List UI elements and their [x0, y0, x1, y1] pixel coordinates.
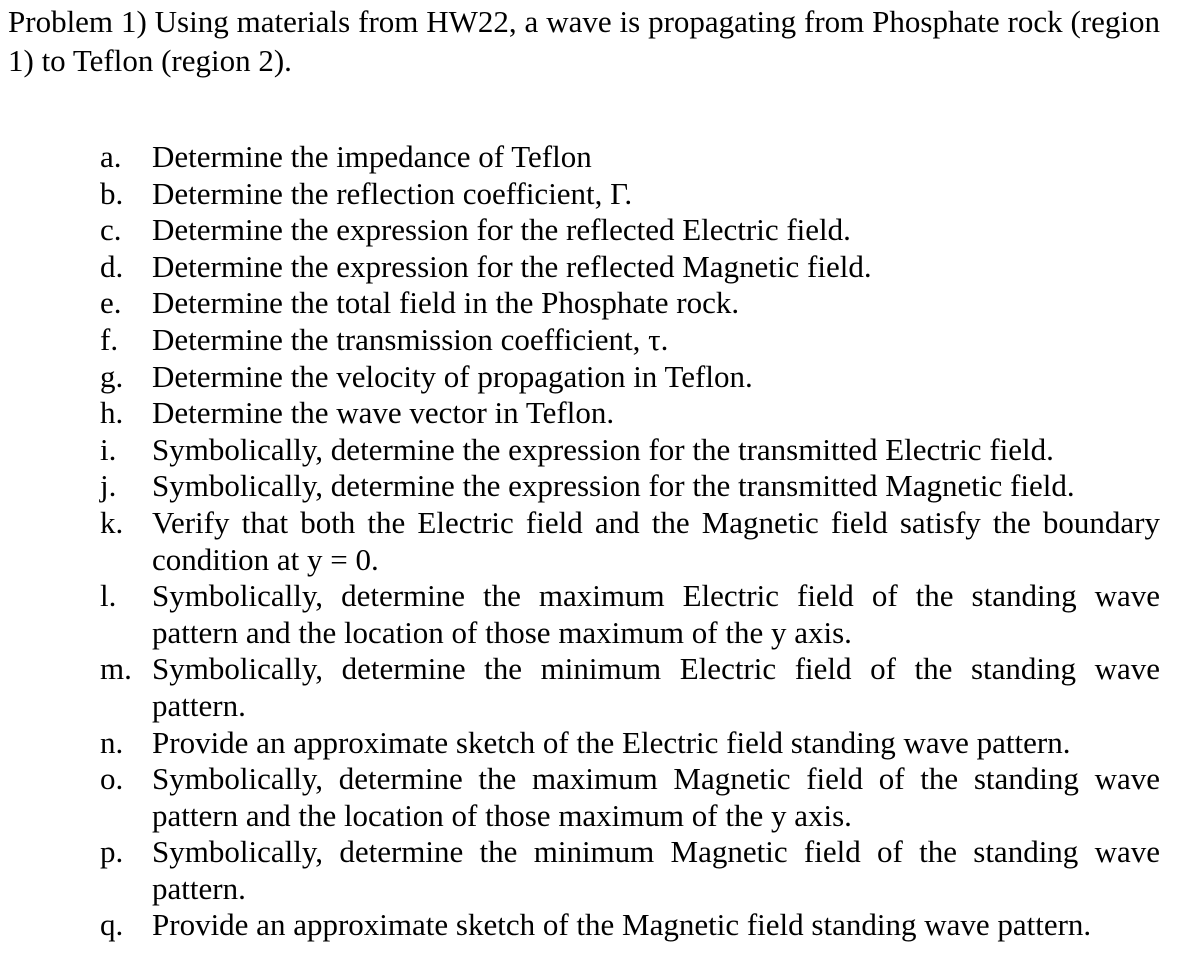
task-text: Verify that both the Electric field and the Magnetic field satisfy the boundary condition at y = 0. [152, 504, 1160, 577]
task-text: Determine the impedance of Teflon [152, 139, 592, 174]
task-marker: k. [100, 504, 124, 540]
task-marker: l. [100, 578, 117, 614]
task-marker: c. [100, 212, 122, 248]
task-list [100, 139, 1160, 944]
task-text: Provide an approximate sketch of the Magnetic field standing wave pattern. [152, 907, 1092, 943]
task-text: Determine the wave vector in Teflon. [152, 395, 615, 431]
task-item-e [100, 285, 1160, 322]
task-marker: n. [100, 724, 124, 760]
task-marker: o. [100, 761, 124, 797]
task-text: Determine the reflection coefficient, Γ. [152, 175, 633, 211]
task-item-o [100, 761, 1160, 834]
task-text: Determine the expression for the reflected Magnetic field. [152, 248, 872, 284]
task-text: Symbolically, determine the expression for the transmitted Magnetic field. [152, 468, 1075, 504]
task-text: Symbolically, determine the maximum Electric field of the standing wave pattern and the location of those maximum of the y axis. [152, 578, 1160, 650]
task-text: Symbolically, determine the maximum Magnetic field of the standing wave pattern and the location of those maximum of the y axis. [152, 761, 1160, 833]
task-marker: i. [100, 431, 117, 467]
task-item-j [100, 468, 1160, 505]
task-item-c [100, 212, 1160, 249]
task-text: Provide an approximate sketch of the Electric field standing wave pattern. [152, 724, 1071, 760]
problem-statement: Problem 1) Using materials from HW22, a wave is propagating from Phosphate rock (region 1) to Teflon (region 2). [8, 4, 1160, 78]
task-item-k [100, 505, 1160, 578]
task-item-q [100, 907, 1160, 944]
task-text: Symbolically, determine the minimum Electric field of the standing wave pattern. [152, 651, 1160, 723]
task-item-a [100, 139, 1160, 176]
task-text: Symbolically, determine the expression for the transmitted Electric field. [152, 431, 1054, 467]
task-text: Determine the total field in the Phosphate rock. [152, 285, 740, 321]
task-marker: h. [100, 395, 124, 431]
task-marker: a. [100, 139, 122, 174]
task-item-h [100, 395, 1160, 432]
task-marker: p. [100, 834, 124, 870]
task-marker: m. [100, 651, 132, 687]
task-item-d [100, 249, 1160, 286]
task-item-l [100, 578, 1160, 651]
task-marker: q. [100, 907, 124, 943]
task-item-b [100, 176, 1160, 213]
task-marker: f. [100, 321, 119, 357]
task-text: Symbolically, determine the minimum Magnetic field of the standing wave pattern. [152, 834, 1160, 906]
task-text: Determine the transmission coefficient, τ. [152, 321, 669, 357]
task-marker: g. [100, 358, 124, 394]
task-item-n [100, 725, 1160, 762]
task-item-p [100, 834, 1160, 907]
task-marker: j. [100, 468, 117, 504]
task-text: Determine the velocity of propagation in Teflon. [152, 358, 753, 394]
task-text: Determine the expression for the reflected Electric field. [152, 212, 851, 248]
task-item-m [100, 651, 1160, 724]
task-item-g [100, 359, 1160, 396]
task-marker: e. [100, 285, 122, 321]
task-marker: b. [100, 175, 124, 211]
task-item-f [100, 322, 1160, 359]
task-item-i [100, 432, 1160, 469]
task-marker: d. [100, 248, 124, 284]
